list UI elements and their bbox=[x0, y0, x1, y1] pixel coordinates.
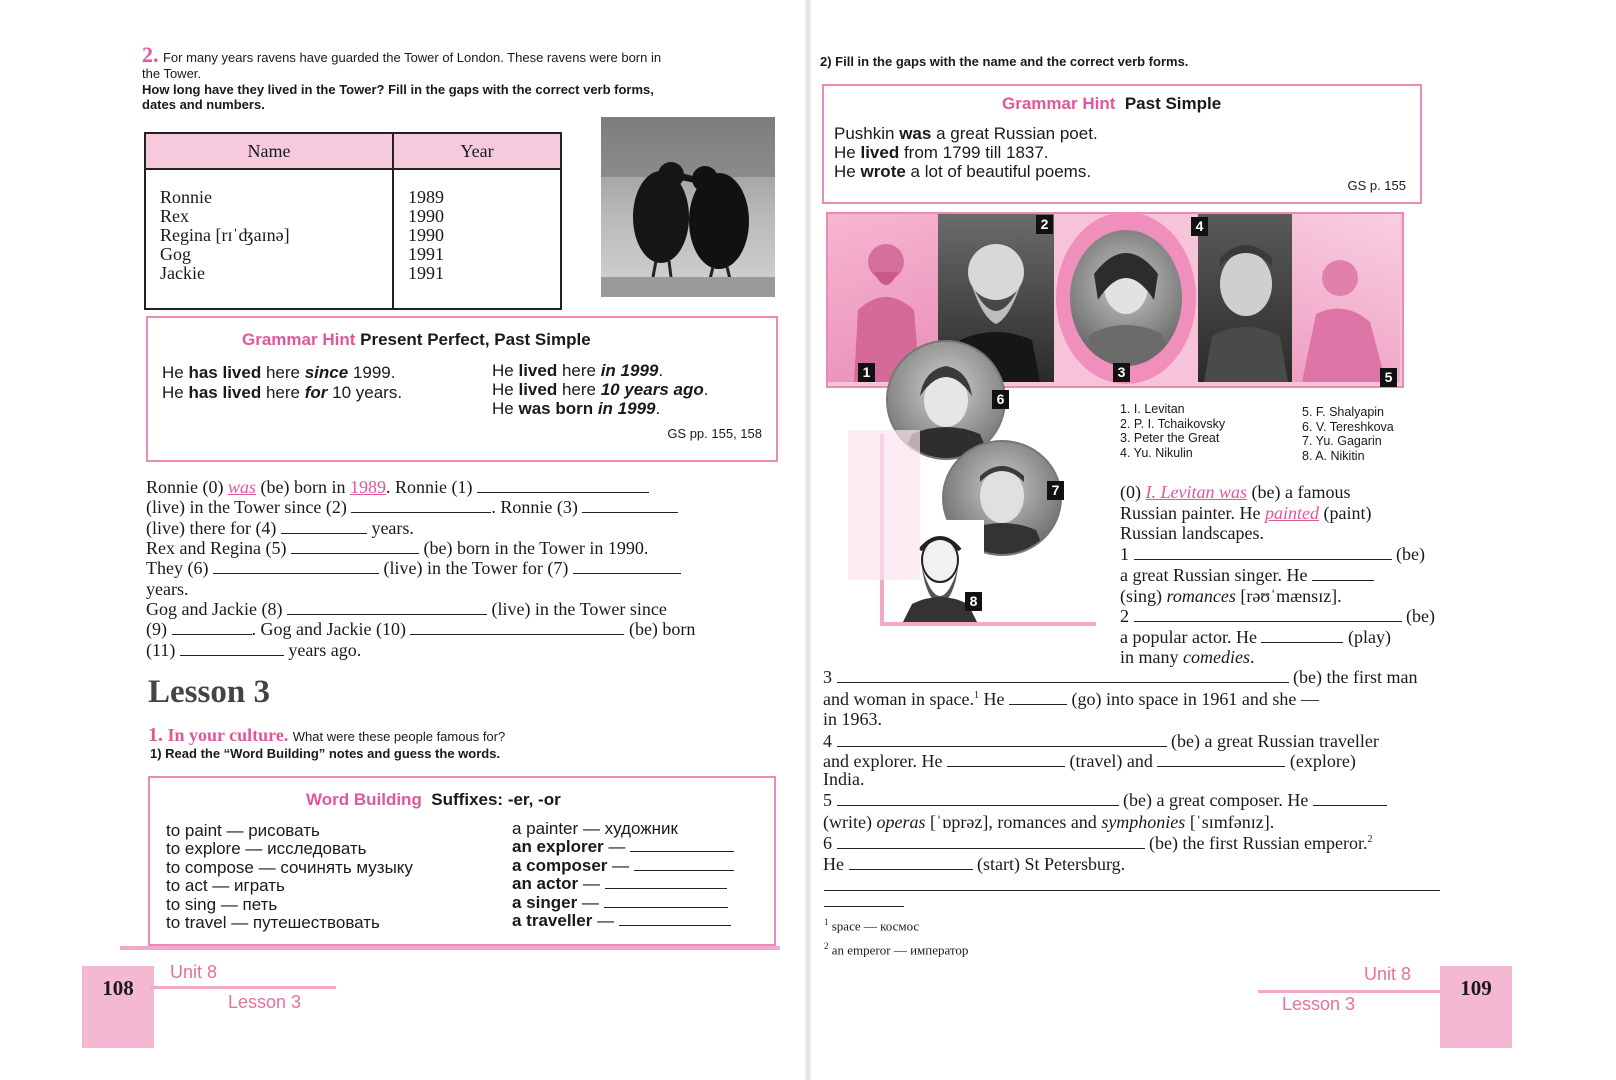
table-cell-name: Rex bbox=[160, 206, 189, 226]
gap-singer[interactable] bbox=[604, 895, 728, 908]
exercise-line: 3 (be) the first man bbox=[823, 667, 1418, 687]
photo-number-7: 7 bbox=[1047, 481, 1064, 500]
hint-example: He has lived here since 1999. bbox=[162, 363, 396, 382]
exercise-line: in 1963. bbox=[823, 709, 883, 729]
table-cell-year: 1991 bbox=[408, 244, 444, 264]
hint-example: He lived from 1799 till 1837. bbox=[834, 143, 1049, 162]
gap-composer[interactable] bbox=[634, 858, 734, 871]
grammar-ref: GS p. 155 bbox=[1347, 178, 1406, 193]
footer-lesson: Lesson 3 bbox=[1282, 994, 1356, 1014]
task1-number: 1. bbox=[148, 724, 163, 746]
ravens-photo bbox=[601, 117, 775, 297]
gap-6[interactable] bbox=[837, 833, 1145, 849]
footer-unit: Unit 8 bbox=[170, 962, 218, 982]
gap-11[interactable] bbox=[180, 640, 284, 656]
hint-right-column bbox=[492, 361, 708, 418]
gap-traveller[interactable] bbox=[619, 913, 731, 926]
gap-1[interactable] bbox=[1134, 544, 1392, 560]
exercise-line: years. bbox=[146, 579, 189, 599]
noun-item: an explorer — bbox=[512, 838, 734, 856]
footnote-divider bbox=[824, 906, 904, 907]
exercise-line: 4 (be) a great Russian traveller bbox=[823, 731, 1379, 751]
hint-example: He lived here in 1999. bbox=[492, 361, 664, 380]
gap-8[interactable] bbox=[287, 599, 487, 615]
task2-intro bbox=[142, 42, 782, 112]
noun-item: an actor — bbox=[512, 875, 734, 893]
page-number: 108 bbox=[82, 966, 154, 1048]
exercise-line: Russian landscapes. bbox=[1120, 523, 1264, 543]
noun-item: a traveller — bbox=[512, 912, 734, 930]
verb-item: to explore — исследовать bbox=[166, 839, 367, 859]
gap-3[interactable] bbox=[837, 667, 1289, 683]
task2-instruction: 2) Fill in the gaps with the name and the correct verb forms. bbox=[820, 54, 1189, 69]
exercise-line: (write) operas [ˈɒprəz], romances and symphonies [ˈsɪmfənɪz]. bbox=[823, 812, 1275, 832]
answer-example: painted bbox=[1264, 503, 1319, 523]
exercise-line: India. bbox=[823, 769, 865, 789]
person-item: 8. A. Nikitin bbox=[1302, 448, 1365, 463]
grammar-hint-label: Grammar Hint bbox=[242, 330, 356, 349]
grammar-hint-topic: Past Simple bbox=[1124, 94, 1222, 113]
grammar-ref: GS pp. 155, 158 bbox=[667, 426, 762, 441]
task2-instruction-line2: dates and numbers. bbox=[142, 97, 265, 112]
footer-underline bbox=[150, 986, 336, 989]
grammar-hint-box bbox=[146, 316, 778, 462]
gap-7[interactable] bbox=[573, 558, 681, 574]
exercise-line: 5 (be) a great composer. He bbox=[823, 790, 1387, 811]
table-cell-name: Regina [rɪˈʤaɪnə] bbox=[160, 225, 290, 245]
answer-example: 1989 bbox=[349, 477, 386, 497]
task2-instruction-line1: How long have they lived in the Tower? Fill in the gaps with the correct verb forms, bbox=[142, 82, 654, 97]
table-cell-year: 1991 bbox=[408, 263, 444, 283]
answer-example: I. Levitan was bbox=[1145, 482, 1247, 502]
nouns-column bbox=[512, 820, 734, 930]
gap-5[interactable] bbox=[291, 538, 419, 554]
gap-9[interactable] bbox=[172, 619, 252, 635]
exercise-line: (live) in the Tower since (2) . Ronnie (3) bbox=[146, 497, 678, 518]
gap-2-verb[interactable] bbox=[1261, 627, 1343, 643]
exercise-line: (11) years ago. bbox=[146, 640, 362, 660]
exercise-line: 1 (be) bbox=[1120, 544, 1425, 564]
gap-actor[interactable] bbox=[605, 876, 727, 889]
right-page bbox=[808, 0, 1616, 1080]
portrait-nikulin bbox=[1198, 214, 1292, 382]
gap-5[interactable] bbox=[837, 790, 1119, 806]
exercise-line: Rex and Regina (5) (be) born in the Tower in 1990. bbox=[146, 538, 649, 558]
exercise-line: and explorer. He (travel) and (explore) bbox=[823, 751, 1356, 771]
pink-frame-line bbox=[880, 622, 1096, 626]
table-cell-year: 1990 bbox=[408, 206, 444, 226]
exercise-line: (sing) romances [rəʊˈmænsɪz]. bbox=[1120, 586, 1342, 606]
gap-4-verb[interactable] bbox=[947, 751, 1065, 767]
footnote-item: $^1$ space — космос bbox=[824, 917, 920, 934]
answer-line bbox=[824, 890, 1440, 891]
gap-2[interactable] bbox=[1134, 606, 1402, 622]
gap-2[interactable] bbox=[351, 497, 491, 513]
table-header-name: Name bbox=[145, 133, 393, 169]
table-cell-name: Gog bbox=[160, 244, 191, 264]
exercise-line: He (start) St Petersburg. bbox=[823, 854, 1126, 874]
noun-item: a painter — художник bbox=[512, 819, 678, 838]
pink-card-decoration bbox=[848, 430, 920, 580]
gap-3-verb[interactable] bbox=[1009, 689, 1067, 705]
verb-item: to sing — петь bbox=[166, 894, 278, 914]
exercise-line: They (6) (live) in the Tower for (7) bbox=[146, 558, 681, 579]
word-building-title bbox=[306, 790, 561, 810]
table-cell-year: 1989 bbox=[408, 187, 444, 207]
table-cell-year: 1990 bbox=[408, 225, 444, 245]
task1-heading bbox=[148, 724, 505, 747]
hint-example: Pushkin was a great Russian poet. bbox=[834, 124, 1098, 143]
hint-example: He wrote a lot of beautiful poems. bbox=[834, 162, 1092, 181]
exercise-line: 2 (be) bbox=[1120, 606, 1435, 626]
footer-underline bbox=[1258, 990, 1444, 993]
table-header-year: Year bbox=[393, 133, 561, 169]
exercise-line: a popular actor. He (play) bbox=[1120, 627, 1391, 647]
gap-6-verb[interactable] bbox=[849, 854, 973, 870]
person-item: 4. Yu. Nikulin bbox=[1120, 445, 1193, 460]
gap-4[interactable] bbox=[281, 518, 367, 534]
task2-intro-line1: For many years ravens have guarded the Tower of London. These ravens were born in bbox=[162, 50, 662, 65]
gap-4-verb2[interactable] bbox=[1157, 751, 1285, 767]
hint-example: He was born in 1999. bbox=[492, 399, 661, 418]
lesson-title: Lesson 3 bbox=[148, 674, 270, 710]
word-building-topic: Suffixes: -er, -or bbox=[431, 790, 561, 809]
exercise-line: 6 (be) the first Russian emperor.$^2$ bbox=[823, 833, 1373, 853]
photo-number-8: 8 bbox=[965, 592, 982, 611]
person-item: 2. P. I. Tchaikovsky bbox=[1120, 416, 1226, 431]
task1-question: What were these people famous for? bbox=[292, 729, 506, 744]
exercise-line: Gog and Jackie (8) (live) in the Tower since bbox=[146, 599, 667, 619]
grammar-hint-title bbox=[1002, 94, 1221, 114]
task1-title: In your culture. bbox=[167, 725, 289, 745]
person-item: 3. Peter the Great bbox=[1120, 431, 1220, 445]
footer-lesson: Lesson 3 bbox=[228, 992, 302, 1012]
gap-3[interactable] bbox=[582, 497, 678, 513]
word-building-box bbox=[148, 776, 776, 946]
gap-5-verb[interactable] bbox=[1313, 790, 1387, 806]
person-item: 6. V. Tereshkova bbox=[1302, 419, 1394, 434]
gap-1-verb[interactable] bbox=[1312, 565, 1374, 581]
task1-instruction: 1) Read the “Word Building” notes and guess the words. bbox=[150, 746, 501, 761]
portrait-peter-the-great-frame bbox=[1056, 212, 1196, 384]
exercise-line: a great Russian singer. He bbox=[1120, 565, 1374, 586]
people-list-left bbox=[1120, 402, 1225, 460]
photo-number-4: 4 bbox=[1191, 217, 1208, 236]
photo-number-1: 1 bbox=[858, 363, 875, 382]
grammar-hint-label: Grammar Hint bbox=[1002, 94, 1116, 113]
verb-item: to act — играть bbox=[166, 876, 285, 896]
exercise-line: (0) I. Levitan was (be) a famous bbox=[1120, 482, 1351, 502]
portrait-shalyapin bbox=[1292, 214, 1400, 382]
exercise-line: (live) there for (4) years. bbox=[146, 518, 414, 538]
table-cell-name: Jackie bbox=[160, 263, 205, 283]
footnotes bbox=[824, 912, 968, 961]
ravens-table bbox=[144, 132, 562, 310]
gap-10[interactable] bbox=[410, 619, 624, 635]
task2-intro-line2: the Tower. bbox=[142, 66, 202, 81]
photo-number-6: 6 bbox=[992, 390, 1009, 409]
word-building-label: Word Building bbox=[306, 790, 422, 809]
photo-number-5: 5 bbox=[1380, 368, 1397, 387]
footer-band bbox=[120, 946, 780, 950]
verb-item: to travel — путешествовать bbox=[166, 913, 380, 933]
person-item: 5. F. Shalyapin bbox=[1302, 405, 1384, 419]
exercise-line: (9) . Gog and Jackie (10) (be) born bbox=[146, 619, 696, 639]
answer-example: was bbox=[227, 477, 256, 497]
verb-item: to paint — рисовать bbox=[166, 821, 320, 840]
gap-6[interactable] bbox=[213, 558, 379, 574]
grammar-hint-title bbox=[242, 330, 591, 350]
verbs-column bbox=[166, 822, 413, 932]
noun-item: a composer — bbox=[512, 857, 734, 875]
person-item: 1. I. Levitan bbox=[1120, 402, 1185, 416]
table-cell-name: Ronnie bbox=[160, 187, 212, 207]
gap-1[interactable] bbox=[477, 477, 649, 493]
grammar-hint-topic: Present Perfect, Past Simple bbox=[360, 330, 591, 349]
exercise-line: Ronnie (0) was (be) born in 1989. Ronnie (1) bbox=[146, 477, 649, 498]
hint-example: He lived here 10 years ago. bbox=[492, 380, 709, 399]
photo-number-2: 2 bbox=[1036, 215, 1053, 234]
gap-explorer[interactable] bbox=[630, 839, 734, 852]
portrait-peter-the-great bbox=[1070, 230, 1182, 366]
footer-unit: Unit 8 bbox=[1364, 964, 1412, 984]
exercise-line: and woman in space.$^1$ He (go) into space in 1961 and she — bbox=[823, 689, 1319, 709]
exercise-line: in many comedies. bbox=[1120, 647, 1255, 667]
footnote-item: $^2$ an emperor — император bbox=[824, 941, 969, 958]
verb-item: to compose — сочинять музыку bbox=[166, 857, 413, 877]
noun-item: a singer — bbox=[512, 894, 734, 912]
page-number: 109 bbox=[1440, 966, 1512, 1048]
photo-number-3: 3 bbox=[1113, 363, 1130, 382]
person-item: 7. Yu. Gagarin bbox=[1302, 434, 1382, 448]
hint-left-column bbox=[162, 363, 402, 403]
exercise-line: Russian painter. He painted (paint) bbox=[1120, 503, 1372, 523]
people-list-right bbox=[1302, 405, 1394, 463]
hint-examples bbox=[834, 124, 1098, 181]
grammar-hint-box bbox=[822, 84, 1422, 204]
gap-4[interactable] bbox=[837, 731, 1167, 747]
hint-example: He has lived here for 10 years. bbox=[162, 383, 403, 402]
task2-number: 2. bbox=[142, 42, 159, 67]
